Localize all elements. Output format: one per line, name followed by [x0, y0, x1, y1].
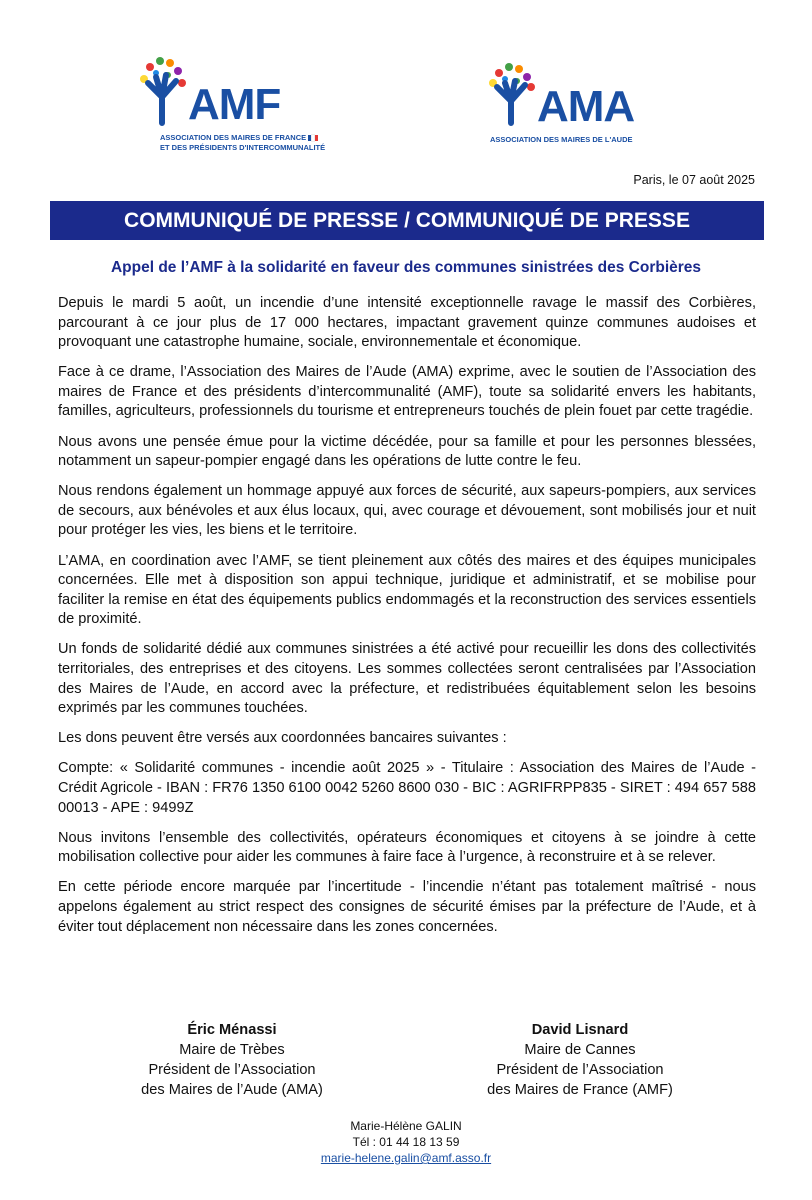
signatory-role: Maire de Trèbes	[179, 1042, 285, 1058]
signatory-organization: des Maires de France (AMF)	[487, 1082, 673, 1098]
contact-email-link[interactable]: marie-helene.galin@amf.asso.fr	[320, 1151, 492, 1165]
paragraph-3: Nous avons une pensée émue pour la victime décédée, pour sa famille et pour les personnes blessées, notamment un sapeur-pompier engagé dans les opérations de lutte contre le feu.	[58, 433, 756, 470]
paragraph-2: Face à ce drame, l’Association des Maires de l’Aude (AMA) exprime, avec le soutien de l’Association des maires de France et des présidents d’intercommunalité (AMF), toute sa solidarité envers les habitants, familles, agriculteurs, professionnels du tourisme et entrepreneurs touchés de plein fouet par cette tragédie.	[58, 364, 756, 420]
paragraph-6: Un fonds de solidarité dédié aux communes sinistrées a été activé pour recueillir les dons des collectivités territoriales, des entreprises et des citoyens. Les sommes collectées seront centralisées par l’Association des Maires de l’Aude, en accord avec la préfecture, et redistribuées équitablement selon les besoins exprimés par les communes touchées.	[58, 641, 756, 717]
paragraph-1: Depuis le mardi 5 août, un incendie d’une intensité exceptionnelle ravage le massif des Corbières, parcourant à ce jour plus de 17 000 hectares, impactant gravement quinze communes audoises et provoquant une catastrophe humaine, sociale, environnementale et économique.	[58, 295, 756, 351]
ama-logo-subtitle: ASSOCIATION DES MAIRES DE L'AUDE	[490, 135, 633, 144]
press-date: Paris, le 07 août 2025	[633, 173, 755, 187]
ama-logo	[485, 61, 665, 151]
logos-header	[0, 48, 812, 158]
ama-wordmark: AMA	[537, 82, 635, 131]
amf-subtitle-line1: ASSOCIATION DES MAIRES DE FRANCE	[160, 133, 307, 142]
press-release-subtitle: Appel de l’AMF à la solidarité en faveur des communes sinistrées des Corbières	[110, 259, 702, 276]
press-release-banner: COMMUNIQUÉ DE PRESSE / COMMUNIQUÉ DE PRESSE	[50, 201, 764, 240]
signatory-title: Président de l’Association	[148, 1062, 316, 1078]
amf-logo-subtitle	[160, 133, 325, 153]
signatory-role: Maire de Cannes	[524, 1042, 636, 1058]
flag-red-stripe	[315, 135, 318, 141]
paragraph-7: Les dons peuvent être versés aux coordonnées bancaires suivantes :	[58, 730, 507, 747]
amf-tree-icon	[136, 53, 196, 133]
contact-name: Marie-Hélène GALIN	[350, 1119, 462, 1133]
paragraph-9: Nous invitons l’ensemble des collectivités, opérateurs économiques et citoyens à se joindre à cette mobilisation collective pour aider les communes à faire face à l’urgence, à reconstruire et à se relever.	[58, 829, 756, 866]
paragraph-10: En cette période encore marquée par l’incertitude - l’incendie n’étant pas totalement maîtrisé - nous appelons également au strict respect des consignes de sécurité émises par la préfecture de l’Aude, et à éviter tout déplacement non nécessaire dans les zones concernées.	[58, 879, 756, 935]
press-release-body	[58, 294, 756, 948]
signatory-name: David Lisnard	[531, 1022, 629, 1038]
signatory-name: Éric Ménassi	[187, 1022, 277, 1038]
signature-right	[450, 1020, 710, 1100]
amf-logo	[136, 53, 331, 153]
signatory-organization: des Maires de l’Aude (AMA)	[141, 1082, 323, 1098]
amf-wordmark: AMF	[188, 80, 281, 129]
ama-tree-icon	[485, 61, 545, 131]
press-contact	[256, 1118, 556, 1166]
signatory-title: Président de l’Association	[496, 1062, 664, 1078]
amf-subtitle-line2: ET DES PRÉSIDENTS D'INTERCOMMUNALITÉ	[160, 143, 326, 152]
contact-phone: Tél : 01 44 18 13 59	[352, 1135, 460, 1149]
paragraph-4: Nous rendons également un hommage appuyé aux forces de sécurité, aux sapeurs-pompiers, aux services de secours, aux bénévoles et aux élus locaux, qui, avec courage et dévouement, sont mobilisés jour et nuit pour protéger les vies, les biens et le territoire.	[58, 483, 756, 539]
signature-left	[102, 1020, 362, 1100]
bank-details-paragraph: Compte: « Solidarité communes - incendie août 2025 » - Titulaire : Association des Maires de l’Aude - Crédit Agricole - IBAN : FR76 1350 6100 0042 5260 8600 030 - BIC : AGRIFRPP835 - SIRET : 494 657 588 00013 - APE : 9499Z	[58, 760, 756, 816]
paragraph-5: L’AMA, en coordination avec l’AMF, se tient pleinement aux côtés des maires et des équipes municipales concernées. Elle met à disposition son appui technique, juridique et administratif, et se mobilise pour faciliter la remise en état des équipements publics endommagés et la reconstruction des services essentiels de proximité.	[58, 552, 756, 628]
